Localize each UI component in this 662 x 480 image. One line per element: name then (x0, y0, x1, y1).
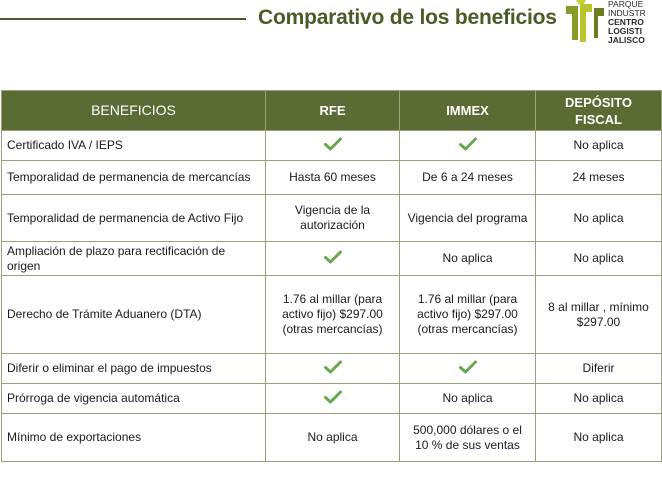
row-label: Ampliación de plazo para rectificación de origen (2, 242, 266, 276)
logo-mark-icon (562, 0, 608, 44)
header-rule (0, 18, 246, 20)
check-icon (324, 137, 342, 155)
cell-rfe: Vigencia de la autorización (266, 195, 400, 242)
cell-deposito: No aplica (536, 384, 662, 414)
cell-rfe (266, 354, 400, 384)
column-header-rfe: RFE (266, 91, 400, 131)
cell-immex (400, 354, 536, 384)
benefits-comparison-table (1, 90, 662, 462)
logo-line: INDUSTR (608, 8, 646, 18)
row-label: Certificado IVA / IEPS (2, 131, 266, 161)
row-label: Prórroga de vigencia automática (2, 384, 266, 414)
cell-deposito: No aplica (536, 195, 662, 242)
logo-line: CENTRO (608, 17, 644, 27)
cell-deposito: No aplica (536, 414, 662, 462)
cell-immex: Vigencia del programa (400, 195, 536, 242)
cell-rfe (266, 131, 400, 161)
page-title: Comparativo de los beneficios (258, 6, 557, 29)
table-row (2, 242, 662, 276)
table-row (2, 384, 662, 414)
cell-deposito: 8 al millar , mínimo $297.00 (536, 276, 662, 354)
table-row (2, 414, 662, 462)
cell-immex: No aplica (400, 384, 536, 414)
cell-deposito: No aplica (536, 242, 662, 276)
cell-immex: No aplica (400, 242, 536, 276)
column-header-deposito-fiscal: DEPÓSITO FISCAL (536, 91, 662, 131)
logo-line: JALISCO (608, 35, 645, 45)
cell-immex: De 6 a 24 meses (400, 161, 536, 195)
logo-text (608, 0, 646, 45)
table-body (2, 131, 662, 462)
row-label: Temporalidad de permanencia de mercancías (2, 161, 266, 195)
cell-deposito: Diferir (536, 354, 662, 384)
cell-deposito: 24 meses (536, 161, 662, 195)
cell-rfe (266, 384, 400, 414)
check-icon (324, 390, 342, 408)
cell-rfe: 1.76 al millar (para activo fijo) $297.00 (otras mercancías) (266, 276, 400, 354)
cell-rfe (266, 242, 400, 276)
column-header-immex: IMMEX (400, 91, 536, 131)
brand-logo (560, 0, 646, 46)
check-icon (324, 360, 342, 378)
row-label: Derecho de Trámite Aduanero (DTA) (2, 276, 266, 354)
cell-immex: 500,000 dólares o el 10 % de sus ventas (400, 414, 536, 462)
cell-immex: 1.76 al millar (para activo fijo) $297.00 (otras mercancías) (400, 276, 536, 354)
row-label: Temporalidad de permanencia de Activo Fijo (2, 195, 266, 242)
table-header-row (2, 91, 662, 131)
table-row (2, 354, 662, 384)
column-header-beneficios: BENEFICIOS (2, 91, 266, 131)
logo-line: LOGISTI (608, 26, 642, 36)
table-row (2, 131, 662, 161)
table-row (2, 161, 662, 195)
cell-deposito: No aplica (536, 131, 662, 161)
check-icon (459, 137, 477, 155)
check-icon (324, 250, 342, 268)
row-label: Diferir o eliminar el pago de impuestos (2, 354, 266, 384)
table-row (2, 276, 662, 354)
cell-rfe: No aplica (266, 414, 400, 462)
row-label: Mínimo de exportaciones (2, 414, 266, 462)
cell-rfe: Hasta 60 meses (266, 161, 400, 195)
cell-immex (400, 131, 536, 161)
table-row (2, 195, 662, 242)
logo-line: PARQUE (608, 0, 644, 9)
check-icon (459, 360, 477, 378)
